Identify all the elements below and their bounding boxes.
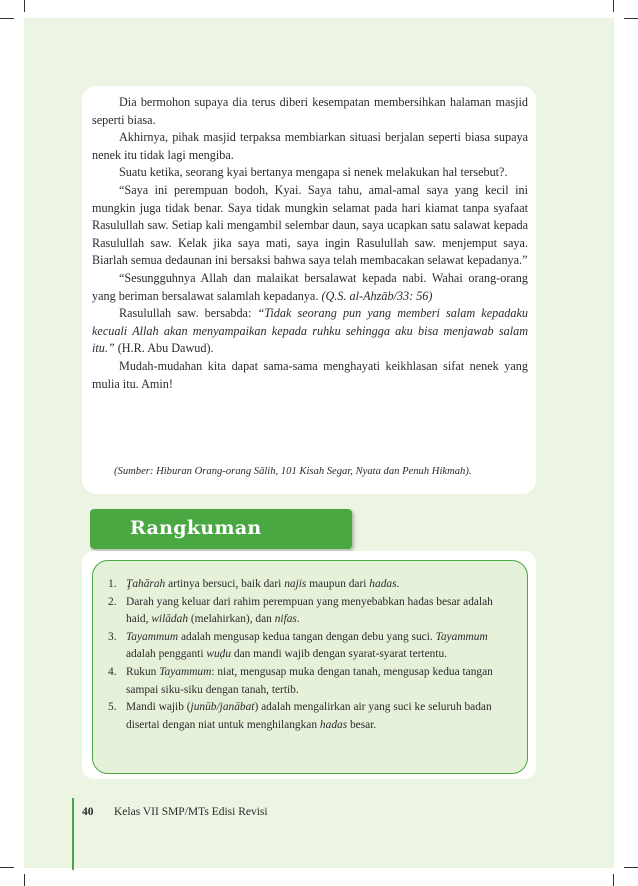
summary-text: : niat, mengusap muka dengan tanah, mengusap kedua tangan sampai siku-siku dengan tanah, tertib.: [126, 665, 493, 696]
summary-item-3: [108, 629, 516, 664]
closing-paragraph: Mudah-mudahan kita dapat sama-sama menghayati keikhlasan sifat nenek yang mulia itu. Amin!: [92, 358, 528, 391]
page-number: 40: [82, 806, 94, 818]
rangkuman-title: Rangkuman: [130, 517, 262, 539]
hadith-reference: (H.R. Abu Dawud).: [117, 341, 214, 356]
summary-item-number: 2.: [108, 595, 117, 608]
hadith-text: “Tidak seorang pun yang memberi salam kepadaku kecuali Allah akan menyampaikan kepada ruhku sehingga aku bisa menjawab salam itu.”: [92, 306, 528, 356]
story-paragraph-3: Suatu ketika, seorang kyai bertanya mengapa si nenek melakukan hal tersebut?.: [119, 165, 508, 180]
summary-text: artinya bersuci, baik dari: [165, 578, 285, 590]
summary-term: wilādah: [151, 613, 189, 626]
crop-mark-top-right-h: [624, 18, 638, 19]
crop-mark-bottom-right-v: [613, 874, 614, 886]
summary-item-number: 3.: [108, 630, 117, 643]
summary-term: hadas: [319, 718, 348, 731]
crop-mark-top-left-h: [0, 18, 14, 19]
summary-text: Darah yang keluar dari rahim perempuan yang menyebabkan hadas besar adalah haid,: [126, 595, 493, 626]
summary-item-number: 1.: [108, 578, 117, 590]
summary-item-5: [108, 699, 516, 734]
rangkuman-banner: [90, 509, 352, 549]
summary-text: (melahirkan), dan: [188, 613, 275, 626]
summary-text: maupun dari: [306, 578, 370, 590]
summary-term: junūb/janābat: [190, 701, 255, 714]
footer-divider: [72, 798, 74, 870]
summary-term: hadas: [369, 578, 397, 590]
summary-text: Mandi wajib (: [126, 701, 191, 714]
quran-paragraph: [92, 270, 528, 305]
summary-text: Rukun: [126, 665, 160, 678]
hadith-intro: Rasulullah saw. bersabda:: [119, 306, 258, 321]
summary-text: ) adalah mengalirkan air yang suci ke seluruh badan disertai dengan niat untuk menghilangkan: [126, 701, 492, 731]
summary-term: Tayammum: [435, 630, 488, 643]
quran-text: “Sesungguhnya Allah dan malaikat bersalawat kepada nabi. Wahai orang-orang yang beriman bersalawat salamlah kepadanya.: [92, 270, 528, 303]
summary-item-number: 4.: [108, 665, 117, 678]
summary-term: Tayammum: [159, 665, 212, 678]
summary-text: .: [396, 578, 400, 590]
quran-reference: (Q.S. al-Ahzāb/33: 56): [321, 288, 433, 303]
story-text: [92, 94, 528, 393]
book-title: Kelas VII SMP/MTs Edisi Revisi: [114, 806, 268, 818]
story-paragraph-2: Akhirnya, pihak masjid terpaksa membiarkan situasi berjalan seperti biasa supaya nenek itu tidak lagi mengiba.: [92, 130, 528, 162]
summary-term: nifas: [274, 613, 297, 626]
summary-item-2: [108, 594, 516, 629]
crop-mark-bottom-left-h: [0, 867, 14, 868]
summary-list: [108, 576, 516, 734]
story-paragraph-4: “Saya ini perempuan bodoh, Kyai. Saya tahu, amal-amal saya yang kecil ini mungkin juga tidak benar. Saya tidak mungkin selamat pada hari kiamat tanpa syafaat Rasulullah saw. Setiap kali mengambil selembar daun, saya ucapkan satu salawat kepada Rasulullah saw. Kelak jika saya mati, saya ingin Rasulullah saw. menjemput saya. Biarlah semua dedaunan ini bersaksi bahwa saya telah membacakan selawat kepadanya.”: [92, 182, 528, 268]
crop-mark-top-right-v: [613, 0, 614, 12]
story-paragraph-1: Dia bermohon supaya dia terus diberi kesempatan membersihkan halaman masjid seperti biasa.: [92, 95, 528, 127]
summary-item-1: [108, 576, 516, 594]
summary-term: Tayammum: [126, 630, 179, 643]
summary-item-4: [108, 664, 516, 699]
summary-term: wuḍu: [206, 648, 232, 661]
summary-text: dan mandi wajib dengan syarat-syarat tertentu.: [231, 648, 448, 661]
summary-text: adalah pengganti: [126, 648, 207, 661]
crop-mark-bottom-right-h: [624, 867, 638, 868]
crop-mark-bottom-left-v: [24, 874, 25, 886]
summary-text: adalah mengusap kedua tangan dengan debu yang suci.: [178, 630, 436, 643]
story-source: (Sumber: Hiburan Orang-orang Sālih, 101 Kisah Segar, Nyata dan Penuh Hikmah).: [114, 466, 472, 477]
crop-mark-top-left-v: [24, 0, 25, 12]
summary-term: najis: [284, 578, 307, 590]
summary-item-number: 5.: [108, 701, 117, 714]
summary-text: .: [296, 613, 300, 626]
hadith-paragraph: [92, 305, 528, 358]
summary-text: besar.: [347, 718, 377, 731]
summary-term: Ţahārah: [126, 578, 166, 590]
